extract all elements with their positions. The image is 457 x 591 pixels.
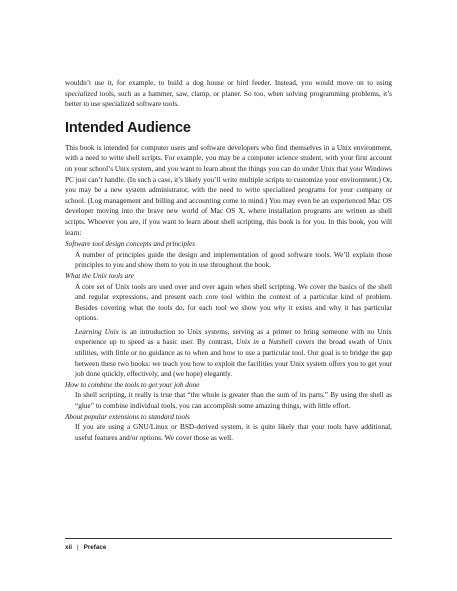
list-text-design: A number of principles guide the design and implementation of good software tools. We’ll explain those principles to you and show them to you in use throughout the book. <box>75 250 392 270</box>
list-text-combine: In shell scripting, it really is true that “the whole is greater than the sum of its parts.” By using the shell as “glue” to combine individual tools, you can accomplish some amazing things, with little effort. <box>75 391 392 411</box>
unix-tools-emphasis: why <box>273 303 286 312</box>
intro-paragraph <box>65 78 392 110</box>
list-text-unix-tools-2 <box>75 327 392 380</box>
unix-tools-text-a: A core set of Unix tools are used over and over again when shell scripting. We cover the basics of the shell and regular expressions, and present each core tool within the context of a particular kind of problem. Besides covering what the tools do, for each tool we show you <box>75 282 392 312</box>
book-title-learning-unix: Learning Unix <box>75 327 119 336</box>
list-desc-extensions <box>75 422 392 443</box>
list-term-design: Software tool design concepts and principles <box>65 240 196 249</box>
list-text-unix-tools-1 <box>75 282 392 324</box>
book-title-unix-nutshell: Unix in a Nutshell <box>236 338 293 347</box>
list-desc-combine <box>75 390 392 411</box>
list-term-extensions: About popular extensions to standard tools <box>65 412 190 421</box>
page-footer <box>65 538 392 552</box>
list-desc-unix-tools <box>75 282 392 380</box>
intro-text-a: wouldn’t use it, for example, to build a dog house or bird feeder. Instead, you would move on to using <box>65 79 392 87</box>
intro-emphasis: specialized <box>65 89 98 98</box>
footer-section-label: Preface <box>83 544 107 551</box>
unix-tools-text-b: it exists and why it has particular options. <box>75 303 392 323</box>
section-paragraph: This book is intended for computer users and software developers who find themselves in a Unix environment, with a need to write shell scripts. For example, you may be a computer science student, with your first account on your school’s Unix system, and you want to learn about the things you can do under Unix that your Windows PC just can’t handle. (In such a case, it’s likely you’ll write multiple scripts to customize your environment.) Or, you may be a new system administrator, with the need to write specialized programs for your company or school. (Log management and billing and accounting come to mind.) You may even be an experienced Mac OS developer moving into the brave new world of Mac OS X, where installation programs are written as shell scripts. Whoever you are, if you want to learn about shell scripting, this book is for you. In this book, you will learn: <box>65 143 392 237</box>
intro-text-b: tools, such as a hammer, saw, clamp, or planer. So too, when solving programming problems, it’s better to use specialized software tools. <box>65 89 392 109</box>
footer-separator: | <box>77 544 79 551</box>
list-desc-design <box>75 250 392 271</box>
unix-tools-text-c: is an introduction to Unix systems, serving as a primer to bring someone with no Unix experience up to speed as a basic user. By contrast, <box>75 327 392 347</box>
unix-tools-text-d: covers the broad swath of Unix utilities, with little or no guidance as to when and how to use a particular tool. Our goal is to bridge the gap between these two books: we teach you how to exploit the facilities your Unix system offers you to get your job done quickly, effectively, and (we hope) elegantly. <box>75 338 392 379</box>
list-term-combine: How to combine the tools to get your job done <box>65 380 200 389</box>
section-heading: Intended Audience <box>65 119 191 136</box>
list-text-extensions: If you are using a GNU/Linux or BSD-derived system, it is quite likely that your tools have additional, useful features and/or options. We cover those as well. <box>75 423 392 442</box>
learning-list <box>65 239 392 443</box>
page-number: xii <box>65 544 73 551</box>
page-content <box>65 78 392 443</box>
list-term-unix-tools: What the Unix tools are <box>65 271 134 280</box>
